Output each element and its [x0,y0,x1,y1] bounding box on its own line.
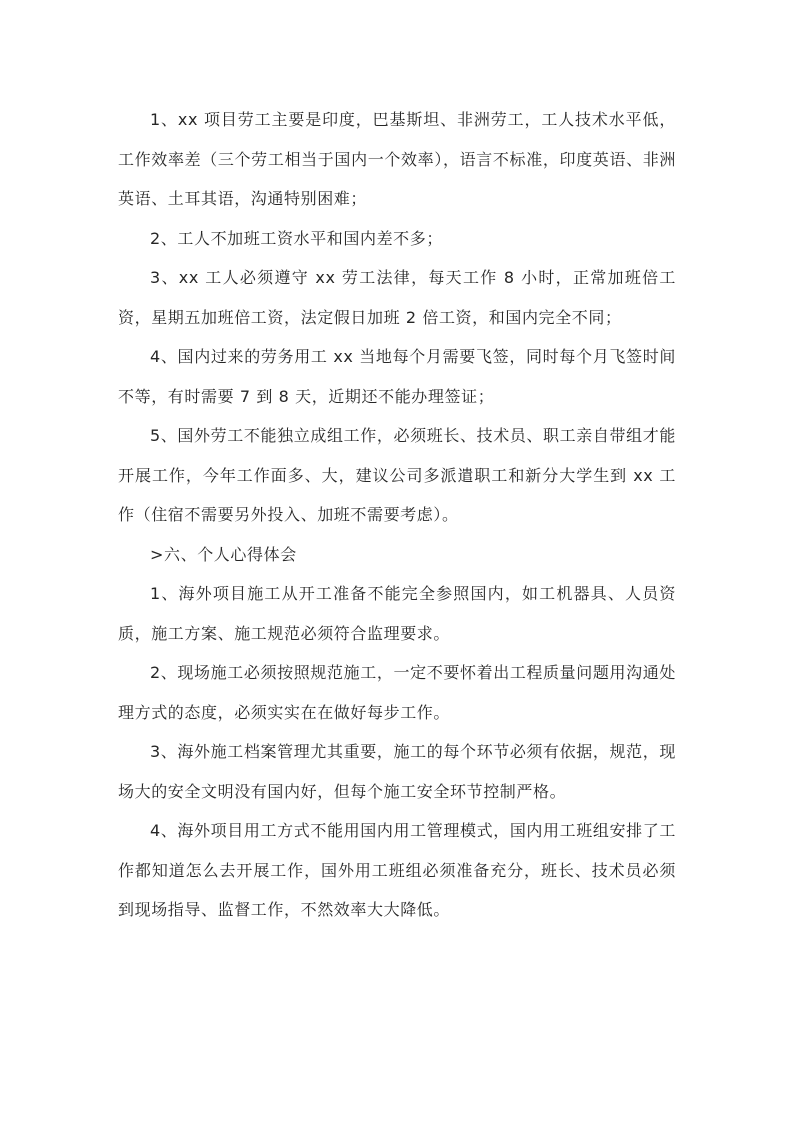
section-heading-personal-experience: >六、个人心得体会 [150,544,297,564]
paragraph-experience-2: 2、现场施工必须按照规范施工，一定不要怀着出工程质量问题用沟通处理方式的态度，必须实实在在做好每步工作。 [118,663,676,722]
paragraph-experience-4: 4、海外项目用工方式不能用国内用工管理模式，国内用工班组安排了工作都知道怎么去开展工作，国外用工班组必须准备充分，班长、技术员必须到现场指导、监督工作，不然效率大大降低。 [118,821,676,919]
paragraph-labor-issue-3: 3、xx 工人必须遵守 xx 劳工法律，每天工作 8 小时，正常加班倍工资，星期五加班倍工资，法定假日加班 2 倍工资，和国内完全不同； [118,268,676,327]
paragraph-labor-issue-4: 4、国内过来的劳务用工 xx 当地每个月需要飞签，同时每个月飞签时间不等，有时需要 7 到 8 天，近期还不能办理签证； [118,347,676,406]
paragraph-experience-3: 3、海外施工档案管理尤其重要，施工的每个环节必须有依据，规范，现场大的安全文明没有国内好，但每个施工安全环节控制严格。 [118,742,676,801]
paragraph-labor-issue-2: 2、工人不加班工资水平和国内差不多； [150,228,443,248]
document-body [118,100,676,930]
paragraph-labor-issue-5: 5、国外劳工不能独立成组工作，必须班长、技术员、职工亲自带组才能开展工作，今年工作面多、大，建议公司多派遣职工和新分大学生到 xx 工作（住宿不需要另外投入、加班不需要考虑）。 [118,426,676,524]
paragraph-labor-issue-1: 1、xx 项目劳工主要是印度，巴基斯坦、非洲劳工，工人技术水平低，工作效率差（三个劳工相当于国内一个效率），语言不标准，印度英语、非洲英语、土耳其语，沟通特别困难； [118,110,676,208]
paragraph-experience-1: 1、海外项目施工从开工准备不能完全参照国内，如工机器具、人员资质，施工方案、施工规范必须符合监理要求。 [118,584,676,643]
